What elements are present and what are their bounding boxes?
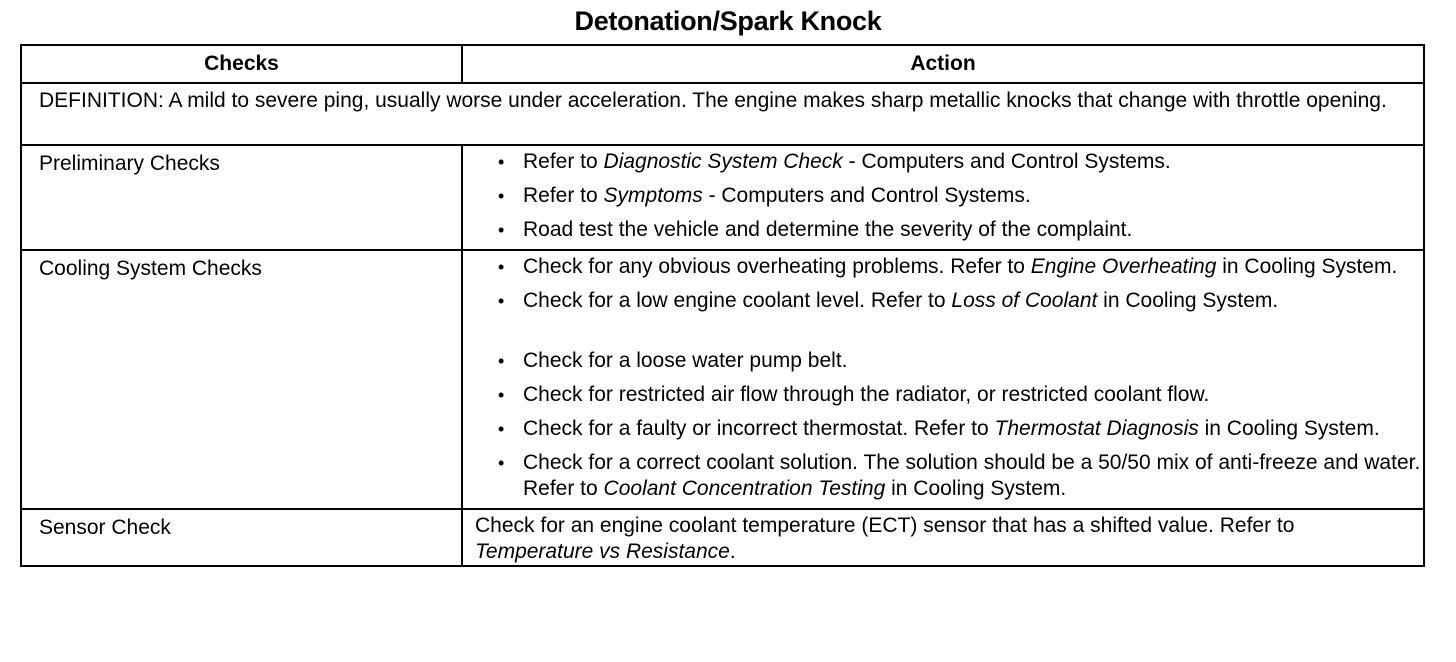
bullet-icon: • bbox=[498, 152, 505, 172]
reference-link: Temperature vs Resistance bbox=[475, 540, 730, 563]
check-label: Sensor Check bbox=[21, 509, 462, 566]
document-title: Detonation/Spark Knock bbox=[574, 6, 882, 36]
action-cell: Check for an engine coolant temperature (ECT) sensor that has a shifted value. Refer to Temperature vs Resistance. bbox=[462, 509, 1424, 566]
reference-link: Coolant Concentration Testing bbox=[603, 477, 886, 500]
table-row bbox=[21, 250, 1424, 509]
diagnostic-table bbox=[20, 44, 1425, 567]
definition-row bbox=[21, 83, 1424, 145]
action-list bbox=[498, 149, 1423, 243]
bullet-icon: • bbox=[498, 291, 505, 311]
bullet-icon: • bbox=[498, 220, 505, 240]
list-item: • Check for any obvious overheating problems. Refer to Engine Overheating in Cooling System. bbox=[498, 255, 1398, 278]
action-cell bbox=[462, 250, 1424, 509]
definition-text: DEFINITION: A mild to severe ping, usually worse under acceleration. The engine makes sharp metallic knocks that change with throttle opening. bbox=[21, 83, 1424, 145]
list-item: • Check for a loose water pump belt. bbox=[498, 349, 848, 372]
list-item: • Refer to Diagnostic System Check - Computers and Control Systems. bbox=[498, 150, 1171, 173]
reference-link: Symptoms bbox=[603, 184, 703, 207]
check-label: Preliminary Checks bbox=[21, 145, 462, 250]
bullet-icon: • bbox=[498, 385, 505, 405]
list-item: • Check for a faulty or incorrect thermostat. Refer to Thermostat Diagnosis in Cooling System. bbox=[498, 417, 1380, 440]
table-row bbox=[21, 145, 1424, 250]
bullet-icon: • bbox=[498, 453, 505, 473]
list-item: • Check for a correct coolant solution. The solution should be a 50/50 mix of anti-freeze and water. Refer to Coolant Concentration Testing in Cooling System. bbox=[498, 451, 1421, 500]
check-label: Cooling System Checks bbox=[21, 250, 462, 509]
list-item: • Road test the vehicle and determine the severity of the complaint. bbox=[498, 218, 1133, 241]
reference-link: Loss of Coolant bbox=[951, 289, 1098, 312]
reference-link: Diagnostic System Check bbox=[603, 150, 843, 173]
table-row bbox=[21, 509, 1424, 566]
action-list bbox=[498, 254, 1423, 502]
list-item: • Refer to Symptoms - Computers and Control Systems. bbox=[498, 184, 1031, 207]
action-cell bbox=[462, 145, 1424, 250]
bullet-icon: • bbox=[498, 257, 505, 277]
list-item: • Check for a low engine coolant level. Refer to Loss of Coolant in Cooling System. bbox=[498, 289, 1279, 312]
reference-link: Engine Overheating bbox=[1030, 255, 1217, 278]
header-checks: Checks bbox=[21, 45, 462, 83]
table-header-row bbox=[21, 45, 1424, 83]
bullet-icon: • bbox=[498, 351, 505, 371]
bullet-icon: • bbox=[498, 186, 505, 206]
list-item: • Check for restricted air flow through the radiator, or restricted coolant flow. bbox=[498, 383, 1210, 406]
header-action: Action bbox=[462, 45, 1424, 83]
reference-link: Thermostat Diagnosis bbox=[994, 417, 1199, 440]
bullet-icon: • bbox=[498, 419, 505, 439]
